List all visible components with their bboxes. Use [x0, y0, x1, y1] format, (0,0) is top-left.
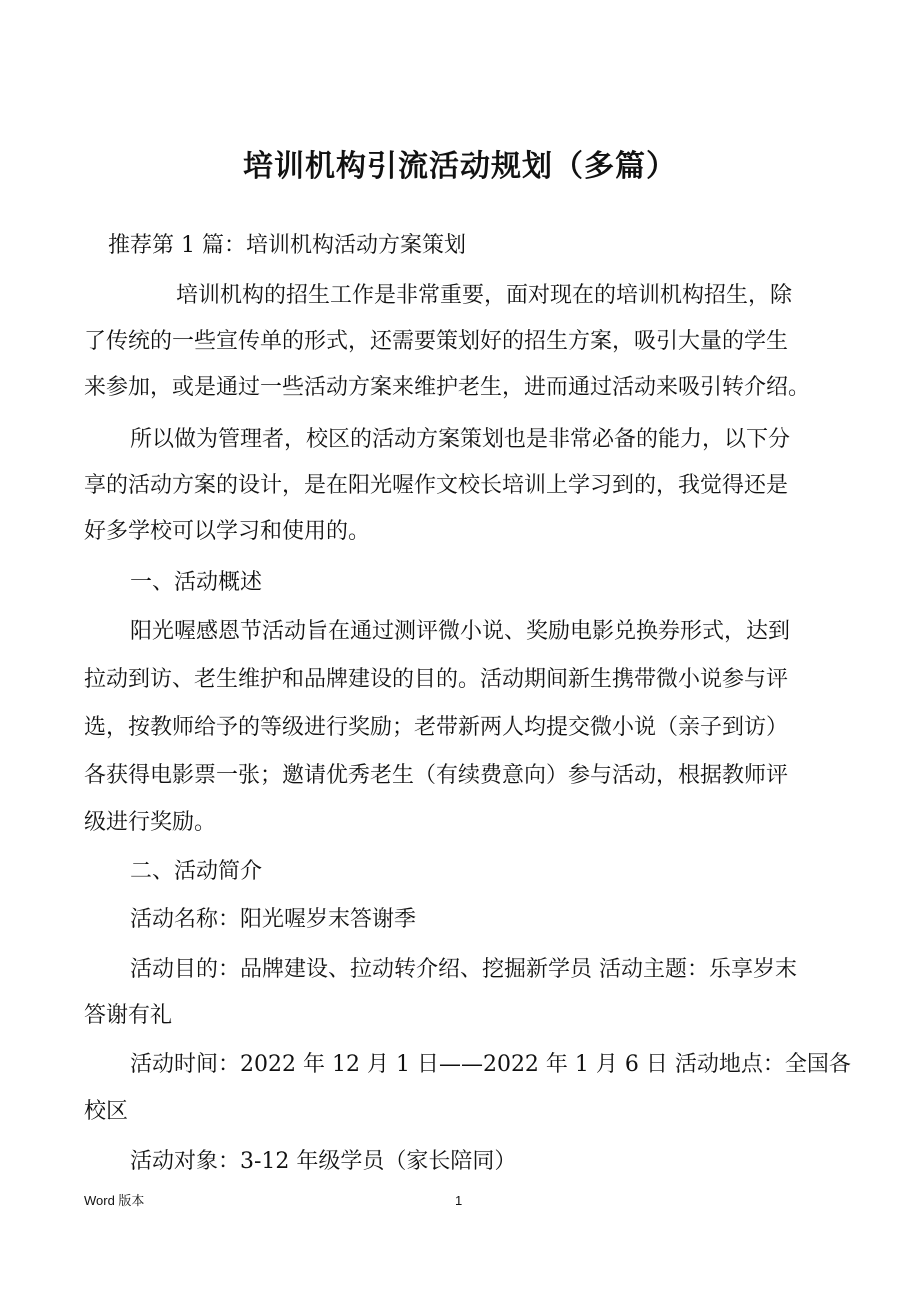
activity-time-line-1: 活动时间：2022 年 12 月 1 日——2022 年 1 月 6 日 活动地点：全国各	[130, 1052, 851, 1077]
paragraph-3-line-1: 阳光喔感恩节活动旨在通过测评微小说、奖励电影兑换券形式，达到	[130, 619, 791, 644]
paragraph-1-line-3: 来参加，或是通过一些活动方案来维护老生，进而通过活动来吸引转介绍。	[84, 375, 811, 400]
paragraph-1-line-2: 了传统的一些宣传单的形式，还需要策划好的招生方案，吸引大量的学生	[84, 329, 789, 354]
paragraph-1-line-1: 培训机构的招生工作是非常重要，面对现在的培训机构招生，除	[176, 283, 793, 308]
section-2-heading: 二、活动简介	[130, 859, 263, 884]
paragraph-3-line-3: 选，按教师给予的等级进行奖励；老带新两人均提交微小说（亲子到访）	[84, 715, 789, 740]
activity-name-line: 活动名称：阳光喔岁末答谢季	[130, 907, 417, 932]
footer-label: Word 版本	[84, 1193, 145, 1208]
activity-purpose-line-1: 活动目的：品牌建设、拉动转介绍、挖掘新学员 活动主题：乐享岁末	[130, 957, 797, 982]
activity-target-line: 活动对象：3-12 年级学员（家长陪同）	[130, 1149, 517, 1174]
paragraph-3-line-4: 各获得电影票一张；邀请优秀老生（有续费意向）参与活动，根据教师评	[84, 763, 789, 788]
section-1-heading: 一、活动概述	[130, 570, 263, 595]
paragraph-2-line-2: 享的活动方案的设计，是在阳光喔作文校长培训上学习到的，我觉得还是	[84, 473, 789, 498]
paragraph-2-line-1: 所以做为管理者，校区的活动方案策划也是非常必备的能力，以下分	[130, 427, 791, 452]
page-number: 1	[455, 1193, 463, 1208]
document-title: 培训机构引流活动规划（多篇）	[243, 149, 677, 184]
recommend-heading: 推荐第 1 篇：培训机构活动方案策划	[108, 233, 466, 258]
paragraph-2-line-3: 好多学校可以学习和使用的。	[84, 519, 371, 544]
paragraph-3-line-5: 级进行奖励。	[84, 810, 217, 835]
paragraph-3-line-2: 拉动到访、老生维护和品牌建设的目的。活动期间新生携带微小说参与评	[84, 667, 789, 692]
activity-purpose-line-2: 答谢有礼	[84, 1003, 173, 1028]
activity-time-line-2: 校区	[84, 1099, 129, 1124]
